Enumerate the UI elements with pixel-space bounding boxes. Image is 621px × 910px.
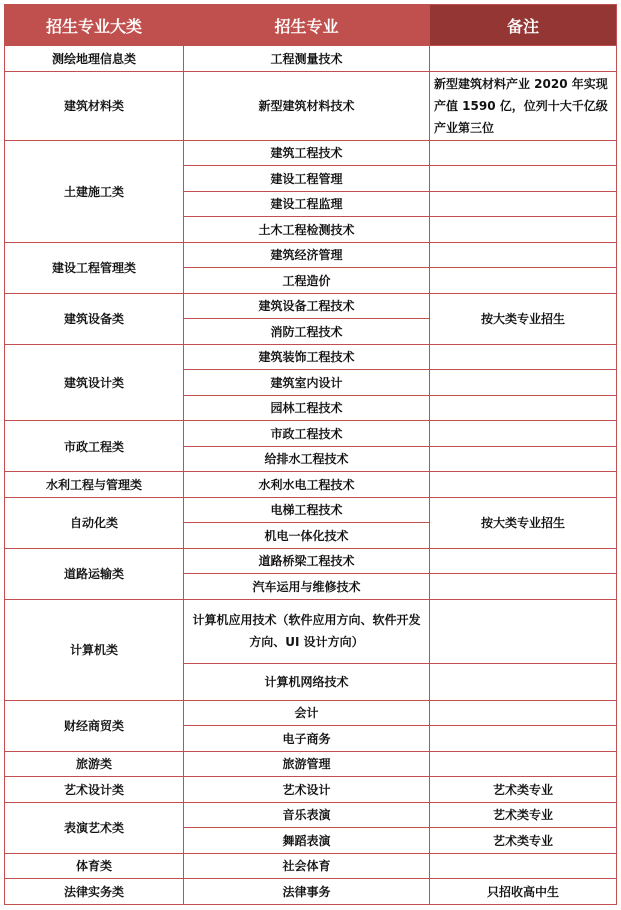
note-cell: 艺术类专业 (430, 802, 617, 828)
major-cell: 工程测量技术 (184, 46, 430, 72)
table-row (5, 548, 617, 574)
major-cell: 计算机网络技术 (184, 663, 430, 700)
category-cell: 体育类 (5, 853, 184, 879)
note-cell (430, 344, 617, 370)
category-cell: 财经商贸类 (5, 700, 184, 751)
major-cell: 工程造价 (184, 268, 430, 294)
table-row (5, 599, 617, 663)
category-cell: 艺术设计类 (5, 777, 184, 803)
major-cell: 法律事务 (184, 879, 430, 905)
major-cell: 水利水电工程技术 (184, 472, 430, 498)
major-cell: 机电一体化技术 (184, 523, 430, 549)
note-cell (430, 268, 617, 294)
major-cell: 建设工程监理 (184, 191, 430, 217)
note-cell (430, 574, 617, 600)
note-cell (430, 599, 617, 663)
note-cell (430, 700, 617, 726)
note-cell (430, 751, 617, 777)
note-cell (430, 395, 617, 421)
major-cell: 道路桥梁工程技术 (184, 548, 430, 574)
major-cell: 计算机应用技术（软件应用方向、软件开发方向、UI 设计方向） (184, 599, 430, 663)
category-cell: 道路运输类 (5, 548, 184, 599)
major-cell: 社会体育 (184, 853, 430, 879)
major-cell: 市政工程技术 (184, 421, 430, 447)
category-cell: 水利工程与管理类 (5, 472, 184, 498)
note-cell (430, 446, 617, 472)
note-cell (430, 421, 617, 447)
category-cell: 建筑设计类 (5, 344, 184, 421)
table-row (5, 140, 617, 166)
major-cell: 电梯工程技术 (184, 497, 430, 523)
major-cell: 建筑室内设计 (184, 370, 430, 396)
table-row (5, 497, 617, 523)
major-cell: 给排水工程技术 (184, 446, 430, 472)
note-cell: 艺术类专业 (430, 777, 617, 803)
major-cell: 土木工程检测技术 (184, 217, 430, 243)
header-note: 备注 (430, 5, 617, 46)
category-cell: 建筑设备类 (5, 293, 184, 344)
table-row (5, 46, 617, 72)
category-cell: 建筑材料类 (5, 71, 184, 140)
table-header-row (5, 5, 617, 46)
category-cell: 市政工程类 (5, 421, 184, 472)
major-cell: 舞蹈表演 (184, 828, 430, 854)
major-cell: 汽车运用与维修技术 (184, 574, 430, 600)
category-cell: 表演艺术类 (5, 802, 184, 853)
category-cell: 建设工程管理类 (5, 242, 184, 293)
major-cell: 园林工程技术 (184, 395, 430, 421)
note-cell (430, 472, 617, 498)
note-cell (430, 370, 617, 396)
note-cell (430, 548, 617, 574)
major-cell: 建筑装饰工程技术 (184, 344, 430, 370)
table-row (5, 472, 617, 498)
note-cell (430, 46, 617, 72)
note-cell (430, 217, 617, 243)
note-cell (430, 242, 617, 268)
table-row (5, 777, 617, 803)
major-cell: 建筑工程技术 (184, 140, 430, 166)
category-cell: 法律实务类 (5, 879, 184, 905)
category-cell: 自动化类 (5, 497, 184, 548)
table-row (5, 421, 617, 447)
table-row (5, 853, 617, 879)
category-cell: 旅游类 (5, 751, 184, 777)
note-cell: 新型建筑材料产业 2020 年实现产值 1590 亿，位列十大千亿级产业第三位 (430, 71, 617, 140)
note-cell: 只招收高中生 (430, 879, 617, 905)
table-row (5, 802, 617, 828)
majors-table (4, 4, 617, 905)
note-cell: 艺术类专业 (430, 828, 617, 854)
table-row (5, 293, 617, 319)
table-row (5, 71, 617, 140)
note-cell (430, 853, 617, 879)
note-cell (430, 663, 617, 700)
major-cell: 会计 (184, 700, 430, 726)
table-row (5, 242, 617, 268)
category-cell: 计算机类 (5, 599, 184, 700)
note-cell: 按大类专业招生 (430, 293, 617, 344)
category-cell: 土建施工类 (5, 140, 184, 242)
major-cell: 电子商务 (184, 726, 430, 752)
note-cell (430, 140, 617, 166)
note-cell: 按大类专业招生 (430, 497, 617, 548)
major-cell: 艺术设计 (184, 777, 430, 803)
major-cell: 建筑经济管理 (184, 242, 430, 268)
note-cell (430, 726, 617, 752)
category-cell: 测绘地理信息类 (5, 46, 184, 72)
header-category: 招生专业大类 (5, 5, 184, 46)
table-row (5, 700, 617, 726)
major-cell: 新型建筑材料技术 (184, 71, 430, 140)
table-row (5, 344, 617, 370)
note-cell (430, 166, 617, 192)
table-row (5, 879, 617, 905)
major-cell: 音乐表演 (184, 802, 430, 828)
note-cell (430, 191, 617, 217)
table-row (5, 751, 617, 777)
major-cell: 建设工程管理 (184, 166, 430, 192)
major-cell: 旅游管理 (184, 751, 430, 777)
major-cell: 消防工程技术 (184, 319, 430, 345)
header-major: 招生专业 (184, 5, 430, 46)
major-cell: 建筑设备工程技术 (184, 293, 430, 319)
